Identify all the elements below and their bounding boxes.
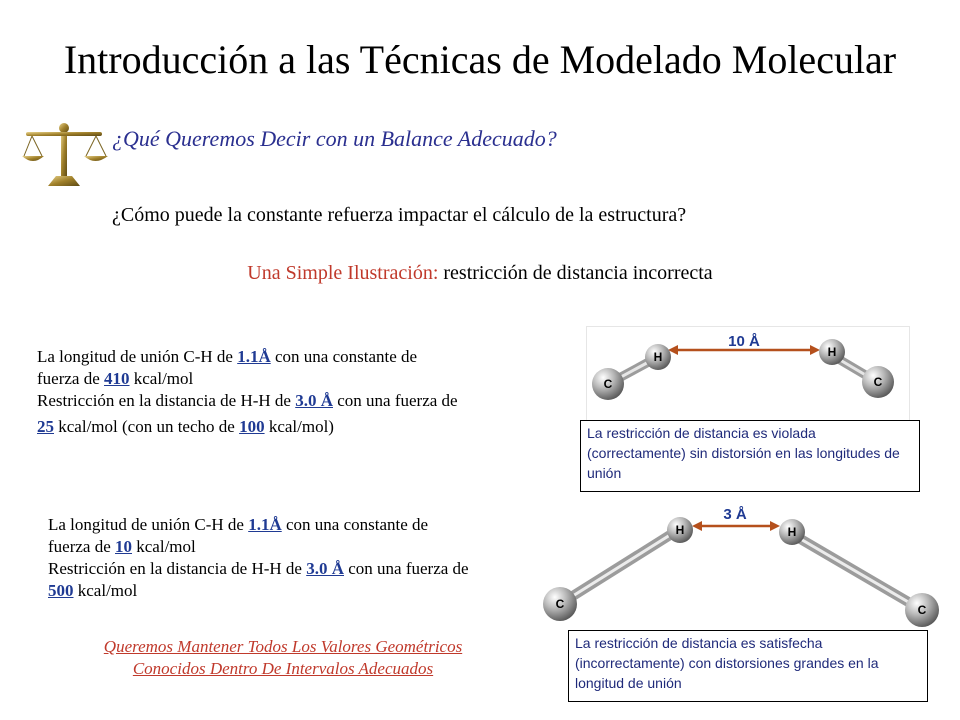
case2-line2 — [48, 536, 588, 558]
distance-label: 3 Å — [723, 506, 747, 523]
case1-line2 — [37, 368, 577, 390]
case2-force-constant: 10 — [115, 537, 133, 556]
case2-text: kcal/mol — [132, 537, 196, 556]
case2-text: kcal/mol — [73, 581, 138, 600]
distance-label: 10 Å — [728, 333, 760, 350]
illustration-label: Una Simple Ilustración: — [247, 262, 439, 284]
case1-text: La longitud de unión C-H de — [37, 347, 238, 366]
atom-label: C — [917, 603, 927, 617]
case1-text: fuerza de — [37, 369, 105, 388]
case2-line4 — [48, 580, 588, 602]
conclusion-text: Queremos Mantener Todos Los Valores Geométricos Conocidos Dentro De Intervalos Adecuados — [103, 637, 463, 678]
case2-text: La longitud de unión C-H de — [48, 515, 249, 534]
atom-label: C — [603, 377, 613, 391]
case1-line1 — [37, 346, 577, 368]
illustration-text: restricción de distancia incorrecta — [438, 262, 713, 284]
section-subtitle: ¿Qué Queremos Decir con un Balance Adecuado? — [112, 126, 557, 151]
case1-ceiling: 100 — [239, 417, 265, 436]
case1-note: La restricción de distancia es violada (correctamente) sin distorsión en las longitudes de unión — [580, 420, 920, 492]
case2-text: fuerza de — [48, 537, 116, 556]
case2-text: Restricción en la distancia de H-H de — [48, 559, 307, 578]
molecule-diagram-case1 — [586, 326, 910, 422]
question-text: ¿Cómo puede la constante refuerza impactar el cálculo de la estructura? — [112, 204, 687, 226]
atom-label: C — [555, 597, 565, 611]
scales-of-justice-icon — [18, 120, 110, 188]
case2-restraint-force: 500 — [48, 581, 74, 600]
illustration-heading — [0, 262, 960, 285]
case1-text: con una constante de — [270, 347, 418, 366]
case2-line1 — [48, 514, 588, 536]
case1-text: kcal/mol (con un techo de — [54, 417, 240, 436]
case1-text: kcal/mol) — [264, 417, 334, 436]
case2-text: con una constante de — [281, 515, 429, 534]
case1-force-constant: 410 — [104, 369, 130, 388]
molecule-diagram-case2 — [530, 496, 950, 636]
case1-restraint-distance: 3.0 Å — [295, 391, 333, 410]
atom-label: H — [787, 525, 797, 539]
case1-text: Restricción en la distancia de H-H de — [37, 391, 296, 410]
case2-text: con una fuerza de — [344, 559, 469, 578]
case1-line3 — [37, 390, 577, 412]
page-title: Introducción a las Técnicas de Modelado Molecular — [63, 37, 897, 82]
atom-label: H — [675, 523, 685, 537]
case2-description — [48, 514, 588, 602]
case1-text: con una fuerza de — [333, 391, 458, 410]
case1-bond-length: 1.1Å — [237, 347, 271, 366]
case2-note: La restricción de distancia es satisfecha (incorrectamente) con distorsiones grandes en la longitud de unión — [568, 630, 928, 702]
case2-line3 — [48, 558, 588, 580]
atom-label: C — [873, 375, 883, 389]
atom-label: H — [653, 350, 663, 364]
case1-text: kcal/mol — [129, 369, 194, 388]
case1-restraint-force: 25 — [37, 417, 54, 436]
atom-label: H — [827, 345, 837, 359]
case1-line4 — [37, 416, 577, 438]
case2-restraint-distance: 3.0 Å — [306, 559, 344, 578]
case2-bond-length: 1.1Å — [248, 515, 282, 534]
case1-description — [37, 346, 577, 438]
